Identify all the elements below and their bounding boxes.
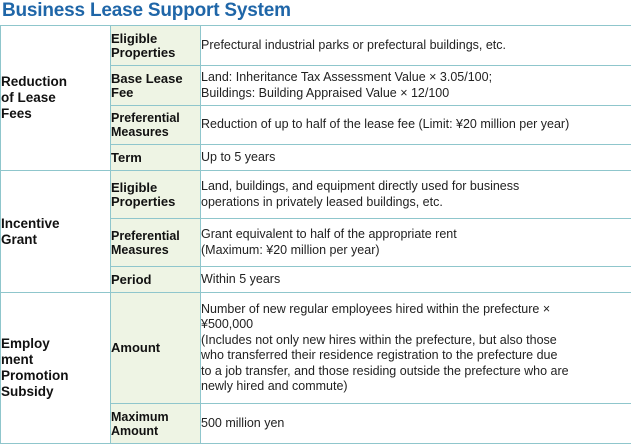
row-label: Maximum Amount — [111, 404, 201, 444]
category-cell: Employ ment Promotion Subsidy — [1, 293, 111, 444]
category-cell: Reduction of Lease Fees — [1, 26, 111, 171]
row-value: Number of new regular employees hired within the prefecture × ¥500,000 (Includes not only new hires within the prefecture, but also those who transferred their residence registration to the prefecture due to a job transfer, and those residing outside the prefecture who are newly hired and commute) — [201, 293, 631, 404]
page-title: Business Lease Support System — [2, 0, 291, 21]
row-label: Period — [111, 267, 201, 293]
row-label: Eligible Properties — [111, 26, 201, 66]
row-label: Preferential Measures — [111, 106, 201, 145]
row-value: 500 million yen — [201, 404, 631, 444]
table-row — [1, 293, 631, 404]
row-label: Base Lease Fee — [111, 66, 201, 106]
row-label: Preferential Measures — [111, 219, 201, 267]
row-value: Land, buildings, and equipment directly used for business operations in privately leased buildings, etc. — [201, 171, 631, 219]
row-label: Amount — [111, 293, 201, 404]
row-value: Reduction of up to half of the lease fee (Limit: ¥20 million per year) — [201, 106, 631, 145]
row-value: Prefectural industrial parks or prefectural buildings, etc. — [201, 26, 631, 66]
lease-support-table — [0, 25, 631, 444]
row-value: Grant equivalent to half of the appropriate rent (Maximum: ¥20 million per year) — [201, 219, 631, 267]
row-value: Land: Inheritance Tax Assessment Value × 3.05/100; Buildings: Building Appraised Value × 12/100 — [201, 66, 631, 106]
table-row — [1, 26, 631, 66]
row-label: Term — [111, 145, 201, 171]
category-cell: Incentive Grant — [1, 171, 111, 293]
table-row — [1, 171, 631, 219]
row-value: Up to 5 years — [201, 145, 631, 171]
row-label: Eligible Properties — [111, 171, 201, 219]
row-value: Within 5 years — [201, 267, 631, 293]
